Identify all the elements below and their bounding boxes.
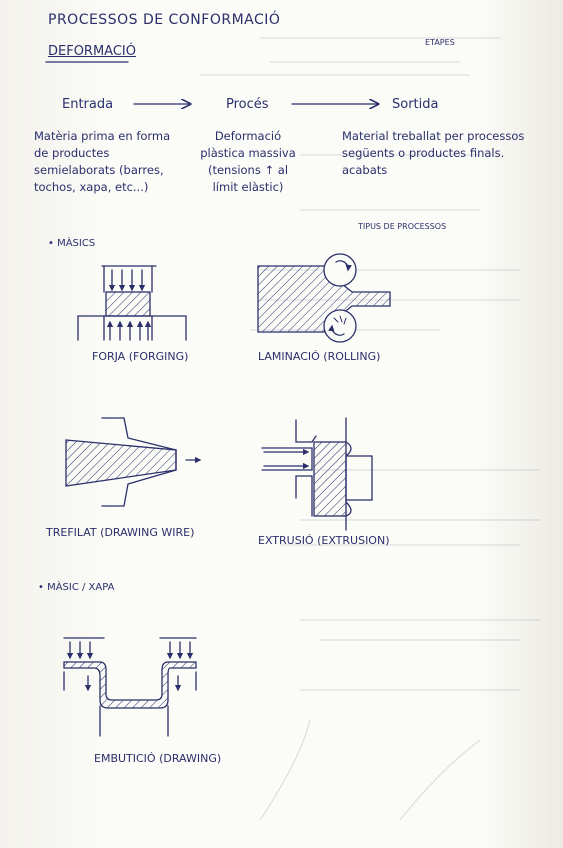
section-heading: DEFORMACIÓ — [48, 44, 136, 59]
bulk-processes-heading: • MÀSICS — [48, 238, 96, 249]
wire-drawing-caption: TREFILAT (DRAWING WIRE) — [46, 526, 195, 539]
stage-input-description: Matèria prima en forma de productes semielaborats (barres, tochos, xapa, etc...) — [34, 129, 171, 194]
stage-process-description: Deformació plàstica massiva (tensions ↑ al límit elàstic) — [200, 129, 296, 194]
wire-drawing-diagram — [66, 418, 200, 506]
rolling-diagram — [258, 254, 390, 342]
forging-diagram — [78, 266, 186, 340]
stage-process-label: Procés — [226, 97, 269, 112]
stage-output-description: Material treballat per processos següents o productes finals. acabats — [342, 129, 525, 177]
forging-caption: FORJA (FORGING) — [92, 350, 189, 363]
deep-drawing-diagram — [64, 638, 196, 736]
stage-input-label: Entrada — [62, 97, 114, 112]
extrusion-diagram — [262, 418, 372, 530]
extrusion-caption: EXTRUSIÓ (EXTRUSION) — [258, 534, 390, 547]
sheet-processes-heading: • MÀSIC / XAPA — [38, 582, 115, 593]
stage-output-label: Sortida — [392, 97, 439, 112]
deep-drawing-caption: EMBUTICIÓ (DRAWING) — [94, 752, 222, 765]
page-title: PROCESSOS DE CONFORMACIÓ — [48, 12, 281, 28]
etapes-label: ETAPES — [425, 38, 455, 47]
process-types-label: TIPUS DE PROCESSOS — [358, 222, 447, 231]
rolling-caption: LAMINACIÓ (ROLLING) — [258, 350, 381, 363]
